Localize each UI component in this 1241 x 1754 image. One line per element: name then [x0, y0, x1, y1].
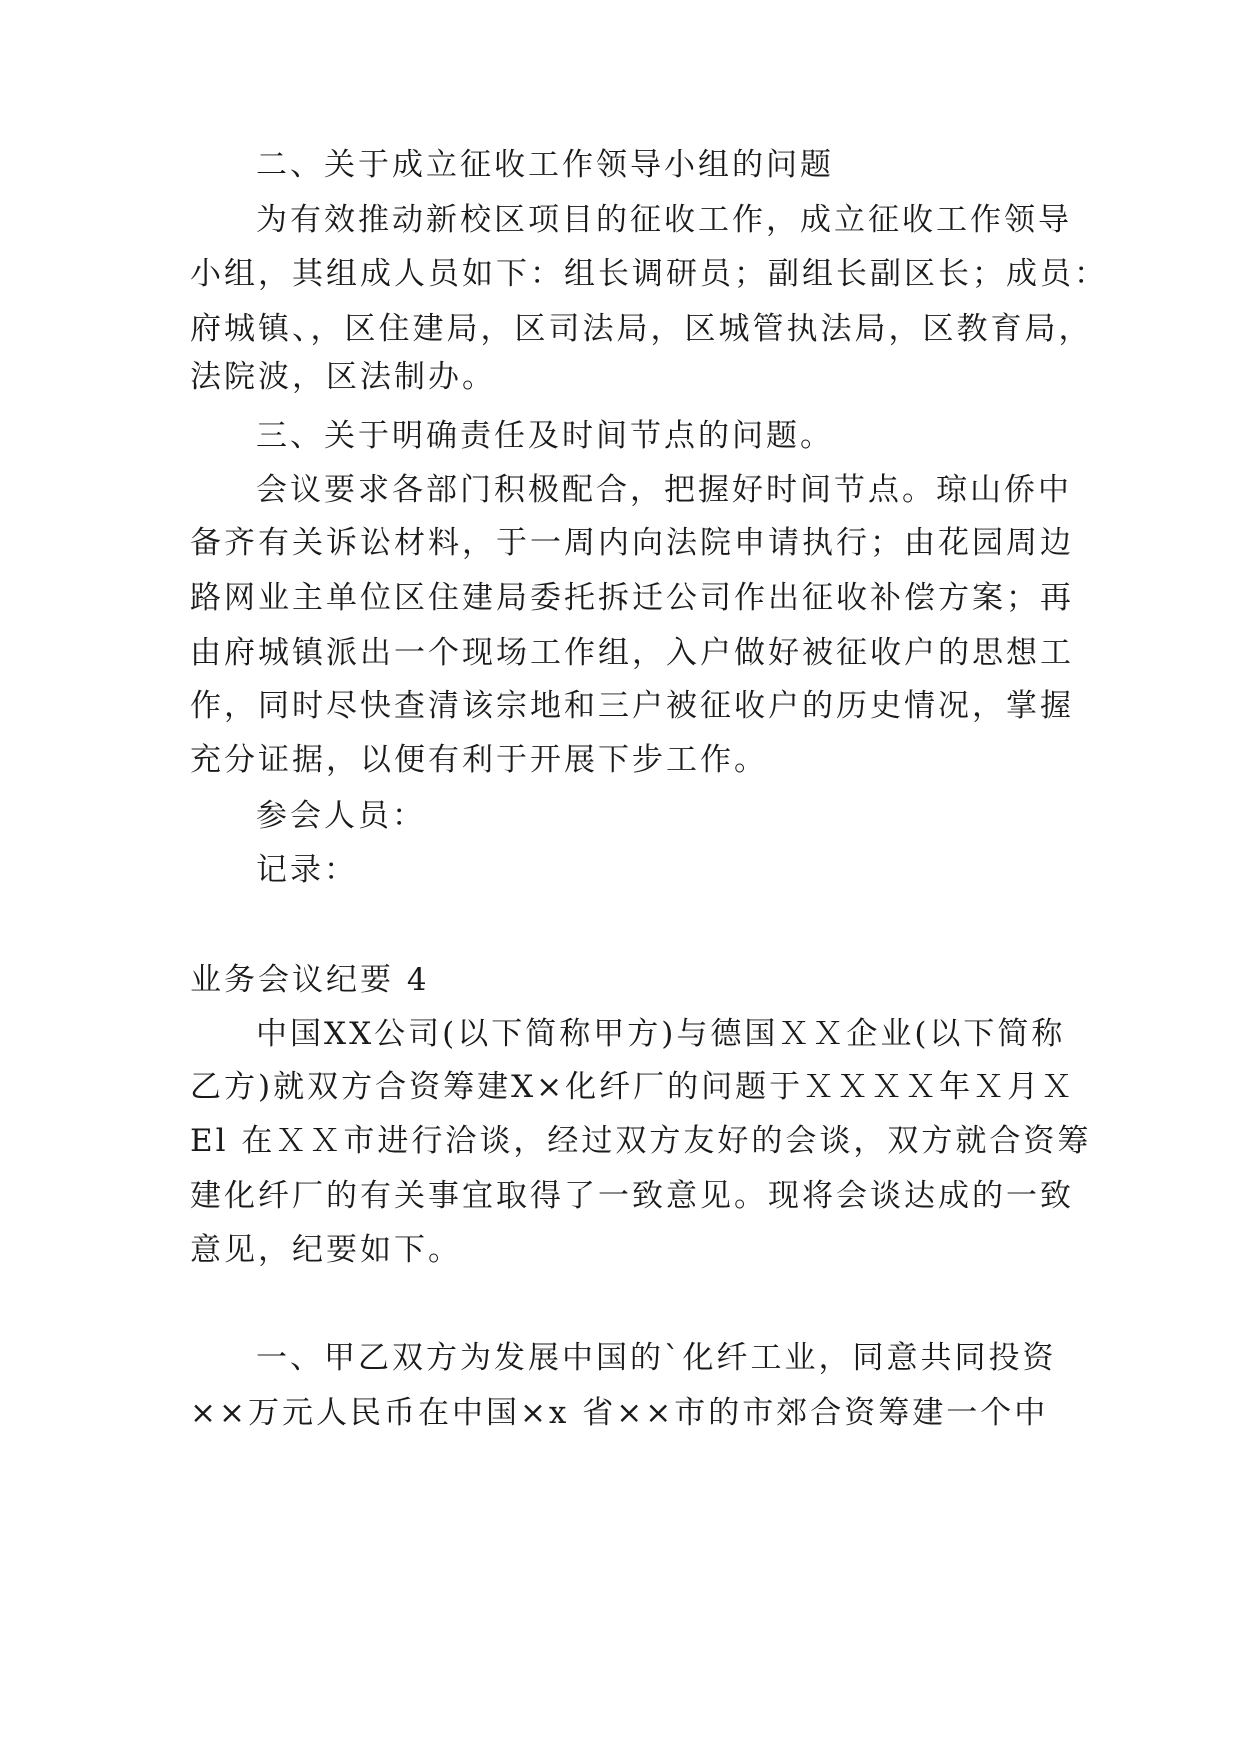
paragraph-line: 府城镇、，区住建局，区司法局，区城管执法局，区教育局，	[190, 311, 1093, 347]
paragraph-line: 充分证据，以便有利于开展下步工作。	[190, 742, 768, 778]
minutes-title: 业务会议纪要 4	[190, 962, 430, 998]
paragraph-line: 路网业主单位区住建局委托拆迁公司作出征收补偿方案；再	[190, 580, 1074, 616]
section-heading-2: 二、关于成立征收工作领导小组的问题	[256, 147, 834, 183]
recorder-label: 记录：	[256, 852, 358, 888]
section-heading-3: 三、关于明确责任及时间节点的问题。	[256, 418, 834, 454]
paragraph-line: 意见，纪要如下。	[190, 1232, 462, 1268]
paragraph-line: 中国XX公司(以下简称甲方)与德国ＸＸ企业(以下简称	[256, 1016, 1066, 1052]
paragraph-line: 乙方)就双方合资筹建X×化纤厂的问题于ＸＸＸＸ年Ｘ月Ｘ	[190, 1069, 1076, 1105]
paragraph-line: 小组，其组成人员如下：组长调研员；副组长副区长；成员：	[190, 256, 1108, 292]
paragraph-line: 一、甲乙双方为发展中国的`化纤工业，同意共同投资	[256, 1340, 1057, 1376]
paragraph-line: 法院波，区法制办。	[190, 359, 496, 395]
paragraph-line: 备齐有关诉讼材料，于一周内向法院申请执行；由花园周边	[190, 525, 1074, 561]
attendees-label: 参会人员：	[256, 798, 426, 834]
paragraph-line: 建化纤厂的有关事宜取得了一致意见。现将会谈达成的一致	[190, 1178, 1074, 1214]
paragraph-line: El 在ＸＸ市进行洽谈，经过双方友好的会谈，双方就合资筹	[190, 1123, 1092, 1159]
paragraph-line: 作，同时尽快查清该宗地和三户被征收户的历史情况，掌握	[190, 688, 1074, 724]
paragraph-line: 为有效推动新校区项目的征收工作，成立征收工作领导	[256, 202, 1072, 238]
paragraph-line: 会议要求各部门积极配合，把握好时间节点。琼山侨中	[256, 472, 1072, 508]
paragraph-line: 由府城镇派出一个现场工作组，入户做好被征收户的思想工	[190, 635, 1074, 671]
paragraph-line: ××万元人民币在中国×x 省××市的市郊合资筹建一个中	[190, 1395, 1049, 1431]
